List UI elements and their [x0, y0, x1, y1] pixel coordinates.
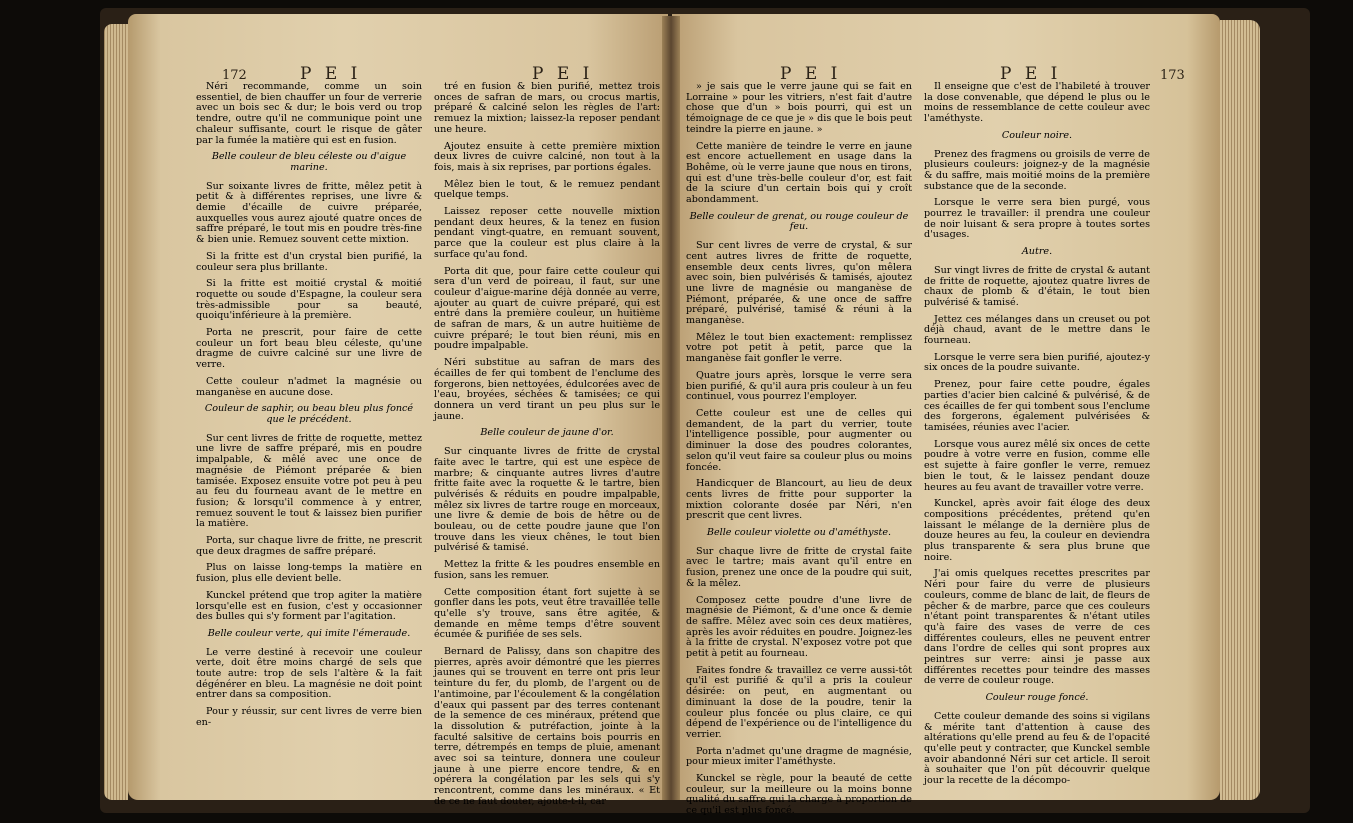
paragraph: Sur soixante livres de fritte, mêlez petit à petit & à différentes reprises, une livre & demie d'écaille de cuivre préparée, auxquelles vous aurez ajouté quatre onces de saffre préparé, le tout mis en poudre très-fine & bien unie. Remuez souvent cette mixtion. — [196, 180, 422, 246]
paragraph: Néri substitue au safran de mars des écailles de fer qui tombent de l'enclume des forgerons, bien nettoyées, édulcorées avec de l'eau, broyées, séchées & tamisées; ce qui donnera un verd tirant un peu plus sur le jaune. — [434, 357, 660, 422]
section-heading: Couleur de saphir, ou beau bleu plus foncé que le précédent. — [204, 403, 414, 425]
paragraph: Porta dit que, pour faire cette couleur qui sera d'un verd de poireau, il faut, sur une couleur d'aigue-marine déjà donnée au verre, ajouter au quart de cuivre préparé, qui est entré dans la première couleur, un huitième de safran de mars, & un autre huitième de cuivre préparé; le tout bien réuni, mis en poudre impalpable. — [434, 265, 660, 352]
paragraph: Cette composition étant fort sujette à se gonfler dans les pots, veut être travaillée telle qu'elle s'y trouve, sans être agitée, & demande en même temps d'être souvent écumée & purifiée de ses sels. — [434, 586, 660, 641]
paragraph: Quatre jours après, lorsque le verre sera bien purifié, & qu'il aura pris couleur à un feu continuel, vous pourrez l'employer. — [686, 369, 912, 403]
page-number-left: 172 — [222, 68, 247, 83]
paragraph: Cette manière de teindre le verre en jaune est encore actuellement en usage dans la Bohême, où le verre jaune que nous en tirons, qui est d'une très-belle couleur d'or, est fait de la sciure d'un certain bois qui y croît abondamment. — [686, 140, 912, 206]
paragraph: Si la fritte est moitié crystal & moitié roquette ou soude d'Espagne, la couleur sera très-admissible pour sa beauté, quoiqu'inférieure à la première. — [196, 278, 422, 322]
paragraph: Sur chaque livre de fritte de crystal faite avec le tartre; mais avant qu'il entre en fusion, prenez une once de la poudre qui suit, & la mêlez. — [686, 545, 912, 589]
paragraph: Lorsque vous aurez mêlé six onces de cette poudre à votre verre en fusion, comme elle est sujette à faire gonfler le verre, remuez bien le tout, & le laissez pendant douze heures au feu avant de travailler votre verre. — [924, 438, 1150, 493]
paragraph: Plus on laisse long-temps la matière en fusion, plus elle devient belle. — [196, 562, 422, 585]
paragraph: Faites fondre & travaillez ce verre aussi-tôt qu'il est purifié & qu'il a pris la couleur désirée: on peut, en augmentant ou diminuant la dose de la poudre, tenir la couleur plus foncée ou plus claire, ce qui dépend de l'expérience ou de l'intelligence du verrier. — [686, 664, 912, 740]
book-gutter — [662, 16, 680, 800]
paragraph: Prenez des fragmens ou groisils de verre de plusieurs couleurs: joignez-y de la magnésie & du saffre, mais moitié moins de la première substance que de la seconde. — [924, 148, 1150, 192]
paragraph: » je sais que le verre jaune qui se fait en Lorraine » pour les vitriers, n'est fait d'autre chose que d'un » bois pourri, qui est un témoignage de ce que je » dis que le bois peut teindre la pierre en jaune. » — [686, 81, 912, 135]
section-heading: Belle couleur verte, qui imite l'émeraude. — [207, 627, 411, 639]
section-heading: Autre. — [1021, 246, 1053, 258]
paragraph: Kunckel, après avoir fait éloge des deux compositions précédentes, prétend qu'en laissant le mélange de la dernière plus de douze heures au feu, la couleur en deviendra plus transparente & sera plus brune que noire. — [924, 498, 1150, 563]
paragraph: Mêlez le tout bien exactement: remplissez votre pot petit à petit, parce que la manganèse fait gonfler le verre. — [686, 331, 912, 365]
running-head-left-1: P E I — [300, 64, 362, 84]
section-heading: Couleur noire. — [1001, 129, 1073, 141]
running-head-left-2: P E I — [532, 64, 594, 84]
paragraph: Pour y réussir, sur cent livres de verre bien en- — [196, 706, 422, 728]
running-head-right-2: P E I — [1000, 64, 1062, 84]
paragraph: Sur vingt livres de fritte de crystal & autant de fritte de roquette, ajoutez quatre livres de chaux de plomb & d'étain, le tout bien pulvérisé & tamisé. — [924, 264, 1150, 308]
paragraph: Mêlez bien le tout, & le remuez pendant quelque temps. — [434, 178, 660, 201]
paragraph: Lorsque le verre sera bien purifié, ajoutez-y six onces de la poudre suivante. — [924, 351, 1150, 374]
paragraph: Laissez reposer cette nouvelle mixtion pendant deux heures, & la tenez en fusion pendant vingt-quatre, en remuant souvent, parce que la couleur est plus claire à la surface qu'au fond. — [434, 206, 660, 260]
paragraph: Jettez ces mélanges dans un creuset ou pot déjà chaud, avant de le mettre dans le fourneau. — [924, 313, 1150, 347]
paragraph: Kunckel se règle, pour la beauté de cette couleur, sur la meilleure ou la moins bonne qualité du saffre qui la charge à proportion de ce qu'il est plus foncé. — [686, 773, 912, 817]
running-head-right-1: P E I — [780, 64, 842, 84]
section-heading: Belle couleur de jaune d'or. — [480, 427, 614, 439]
paragraph: Cette couleur demande des soins si vigilans & mérite tant d'attention à cause des altérations qu'elle prend au feu & de l'opacité qu'elle peut y contracter, que Kunckel semble avoir abandonné Néri sur cet article. Il seroit à souhaiter que l'on pût découvrir quelque jour la recette de la décompo- — [924, 710, 1150, 787]
section-heading: Couleur rouge foncé. — [985, 692, 1089, 704]
paragraph: Porta ne prescrit, pour faire de cette couleur un fort beau bleu céleste, qu'une dragme de cuivre calciné sur une livre de verre. — [196, 327, 422, 371]
paragraph: Porta n'admet qu'une dragme de magnésie, pour mieux imiter l'améthyste. — [686, 745, 912, 768]
paragraph: Ajoutez ensuite à cette première mixtion deux livres de cuivre calciné, non tout à la fois, mais à six reprises, par portions égales. — [434, 140, 660, 173]
page-number-right: 173 — [1160, 68, 1185, 83]
page-edges-left — [104, 24, 128, 800]
section-heading: Belle couleur violette ou d'améthyste. — [706, 527, 892, 539]
paragraph: Le verre destiné à recevoir une couleur verte, doit être moins chargé de sels que toute autre: trop de sels l'altère & la fait dégénérer en bleu. La magnésie ne doit point entrer dans sa composition. — [196, 646, 422, 701]
paragraph: Sur cent livres de fritte de roquette, mettez une livre de saffre préparé, mis en poudre impalpable, & mêlé avec une once de magnésie de Piémont préparée & bien tamisée. Exposez ensuite votre pot peu à peu au feu du fourneau avant de le mettre en fusion; & lorsqu'il commence à y entrer, remuez souvent le tout & laissez bien purifier la matière. — [196, 432, 422, 530]
paragraph: Sur cent livres de verre de crystal, & sur cent autres livres de fritte de roquette, ensemble deux cents livres, qu'on mêlera avec soin, bien pulvérisés & tamisés, ajoutez une livre de magnésie ou manganèse de Piémont, préparée, & une once de saffre préparé, pulvérisé, tamisé & réuni à la manganèse. — [686, 240, 912, 327]
paragraph: tré en fusion & bien purifié, mettez trois onces de safran de mars, ou crocus martis, préparé & calciné selon les règles de l'art: remuez la mixtion; laissez-la reposer pendant une heure. — [434, 81, 660, 135]
paragraph: Kunckel prétend que trop agiter la matière lorsqu'elle est en fusion, c'est y occasionner des bulles qui s'y forment par l'agitation. — [196, 589, 422, 623]
paragraph: Porta, sur chaque livre de fritte, ne prescrit que deux dragmes de saffre préparé. — [196, 535, 422, 557]
paragraph: Cette couleur est une de celles qui demandent, de la part du verrier, toute l'intelligence possible, pour augmenter ou diminuer la dose des poudres colorantes, selon qu'il veut faire sa couleur plus ou moins foncée. — [686, 407, 912, 473]
paragraph: Il enseigne que c'est de l'habileté à trouver la dose convenable, que dépend le plus ou le moins de ressemblance de cette couleur avec l'améthyste. — [924, 81, 1150, 125]
paragraph: Bernard de Palissy, dans son chapitre des pierres, après avoir démontré que les pierres jaunes qui se trouvent en terre ont pris leur teinture du fer, du plomb, de l'argent ou de l'antimoine, par l'écoulement & la congélation d'eaux qui passent par des terres contenant de la semence de ces minéraux, prétend que la dissolution & putréfaction, jointe à la faculté salsitive de certains bois pourris en terre, détrempés en temps de pluie, amenant avec soi sa teinture, donnera une couleur jaune à une pierre encore tendre, & en opérera la congélation par les sels qui s'y rencontrent, comme dans les minéraux. « Et de ce ne faut douter, ajoute-t-il, car — [434, 646, 660, 807]
page-edges-right — [1220, 20, 1260, 800]
paragraph: Cette couleur n'admet la magnésie ou manganèse en aucune dose. — [196, 375, 422, 398]
paragraph: J'ai omis quelques recettes prescrites par Néri pour faire du verre de plusieurs couleurs, comme de blanc de lait, de fleurs de pêcher & de marbre, parce que ces couleurs n'étant point transparentes & n'étant utiles qu'à faire des vases de verre de ces différentes couleurs, elles ne peuvent entrer dans l'ordre de celles qui sont propres aux peintres sur verre: ainsi je passe aux différentes recettes pour teindre des masses de verre de couleur rouge. — [924, 568, 1150, 687]
paragraph: Néri recommande, comme un soin essentiel, de bien chauffer un four de verrerie avec un bois sec & dur; le bois verd ou trop tendre, outre qu'il ne communique point une chaleur suffisante, court le risque de gâter par la fumée la matière qui est en fusion. — [196, 81, 422, 146]
paragraph: Lorsque le verre sera bien purgé, vous pourrez le travailler: il prendra une couleur de noir luisant & sera propre à toutes sortes d'usages. — [924, 197, 1150, 241]
section-heading: Belle couleur de grenat, ou rouge couleur de feu. — [689, 210, 909, 233]
section-heading: Belle couleur de bleu céleste ou d'aigue marine. — [211, 151, 407, 173]
paragraph: Sur cinquante livres de fritte de crystal faite avec le tartre, qui est une espèce de marbre; & cinquante autres livres d'autre fritte faite avec la roquette & le tartre, bien pulvérisés & réduits en poudre impalpable, mêlez six livres de tartre rouge en morceaux, une livre & demie de bois de hêtre ou de bouleau, ou de cette poudre jaune que l'on trouve dans les vieux chênes, le tout bien pulvérisé & tamisé. — [434, 446, 660, 554]
paragraph: Si la fritte est d'un crystal bien purifié, la couleur sera plus brillante. — [196, 250, 422, 273]
paragraph: Handicquer de Blancourt, au lieu de deux cents livres de fritte pour supporter la mixtion colorante dosée par Néri, n'en prescrit que cent livres. — [686, 478, 912, 522]
paragraph: Composez cette poudre d'une livre de magnésie de Piémont, & d'une once & demie de saffre. Mêlez avec soin ces deux matières, après les avoir réduites en poudre. Joignez-les à la fritte de crystal. N'exposez votre pot que petit à petit au fourneau. — [686, 594, 912, 660]
paragraph: Mettez la fritte & les poudres ensemble en fusion, sans les remuer. — [434, 559, 660, 581]
paragraph: Prenez, pour faire cette poudre, égales parties d'acier bien calciné & pulvérisé, & de ces écailles de fer qui tombent sous l'enclume des forgerons, également pulvérisées & tamisées, réunies avec l'acier. — [924, 379, 1150, 433]
